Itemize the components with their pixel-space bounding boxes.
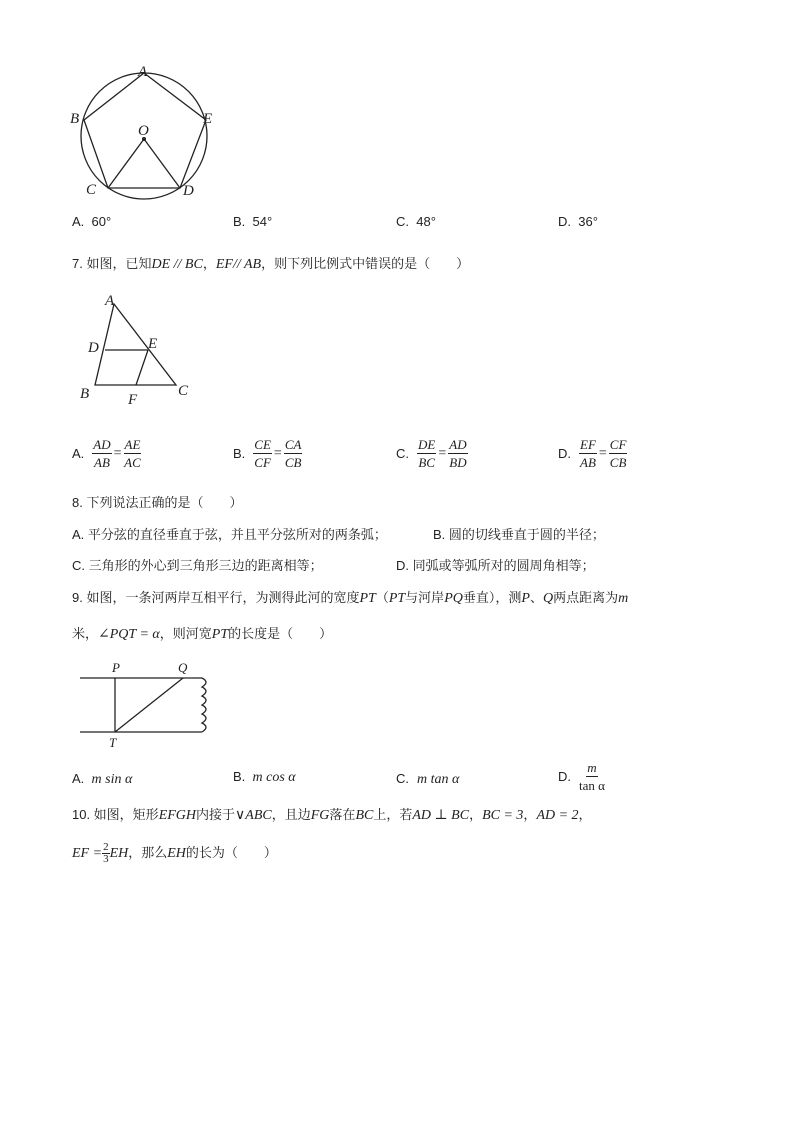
label-e: E (148, 336, 158, 352)
label-c: C (86, 182, 97, 198)
label-o: O (138, 123, 149, 139)
q6-option-b: B. 54° (233, 214, 273, 229)
q6-option-c: C. 48° (396, 214, 436, 229)
q6-option-d: D. 36° (558, 214, 598, 229)
segment-od (144, 139, 180, 188)
q9-option-b: B. m cos α (233, 769, 296, 785)
river-figure (78, 658, 213, 750)
q9-option-a: A. m sin α (72, 771, 133, 787)
q8-option-c: C. 三角形的外心到三角形三边的距离相等； (72, 558, 323, 573)
q7-stem: 7. 如图，已知DE // BC，EF// AB，则下列比例式中错误的是（ ） (72, 256, 470, 272)
label-b: B (70, 111, 80, 127)
triangle-abc (95, 304, 176, 385)
q9-option-d: D. $\frac{m}{\text{tan α}}$ (558, 760, 605, 793)
q7-option-a: A. $\frac{AD}{AB}$ = $\frac{AE}{AC}$ (72, 437, 141, 470)
river-edge (202, 678, 206, 732)
label-t: T (109, 735, 117, 750)
label-a: A (105, 293, 115, 309)
q8-option-a: A. 平分弦的直径垂直于弦，并且平分弦所对的两条弧； (72, 527, 387, 542)
segment-qt (115, 678, 183, 732)
label-e: E (203, 111, 213, 127)
pentagon-circle-figure (68, 60, 218, 200)
q9-stem-line2: 米，∠PQT = α，则河宽PT的长度是（ ） (72, 626, 333, 642)
q9-option-d-letter: C. m tan α (396, 771, 460, 787)
segment-oc (108, 139, 144, 188)
q7-option-d: D. $\frac{EF}{AB}$ = $\frac{CF}{CB}$ (558, 437, 627, 470)
q8-stem: 8. 下列说法正确的是（ ） (72, 495, 243, 510)
q10-stem-line1: 10. 如图，矩形EFGH内接于∨ABC，且边FG落在BC上，若AD ⊥ BC，BC = 3，AD = 2， (72, 807, 592, 823)
label-b: B (80, 386, 90, 402)
q8-option-d: D. 同弧或等弧所对的圆周角相等； (396, 558, 595, 573)
q7-option-b: B. $\frac{CE}{CF}$ = $\frac{CA}{CB}$ (233, 437, 302, 470)
q8-option-b: B. 圆的切线垂直于圆的半径； (433, 527, 605, 542)
q9-stem-line1: 9. 如图，一条河两岸互相平行，为测得此河的宽度PT（PT与河岸PQ垂直），测P、Q两点距离为m (72, 590, 629, 606)
label-a: A (138, 64, 148, 80)
label-d: D (183, 183, 194, 199)
segment-ef (136, 350, 148, 385)
q6-option-a: A. 60° (72, 214, 112, 229)
label-f: F (128, 392, 138, 408)
label-p: P (112, 660, 120, 675)
q7-option-c: C. $\frac{DE}{BC}$ = $\frac{AD}{BD}$ (396, 437, 467, 470)
label-d: D (88, 340, 99, 356)
label-c: C (178, 383, 189, 399)
triangle-figure (78, 290, 198, 408)
label-q: Q (178, 660, 188, 675)
q10-stem-line2: EF = $\frac{2}{3}$ EH，那么EH的长为（ ） (72, 841, 277, 865)
